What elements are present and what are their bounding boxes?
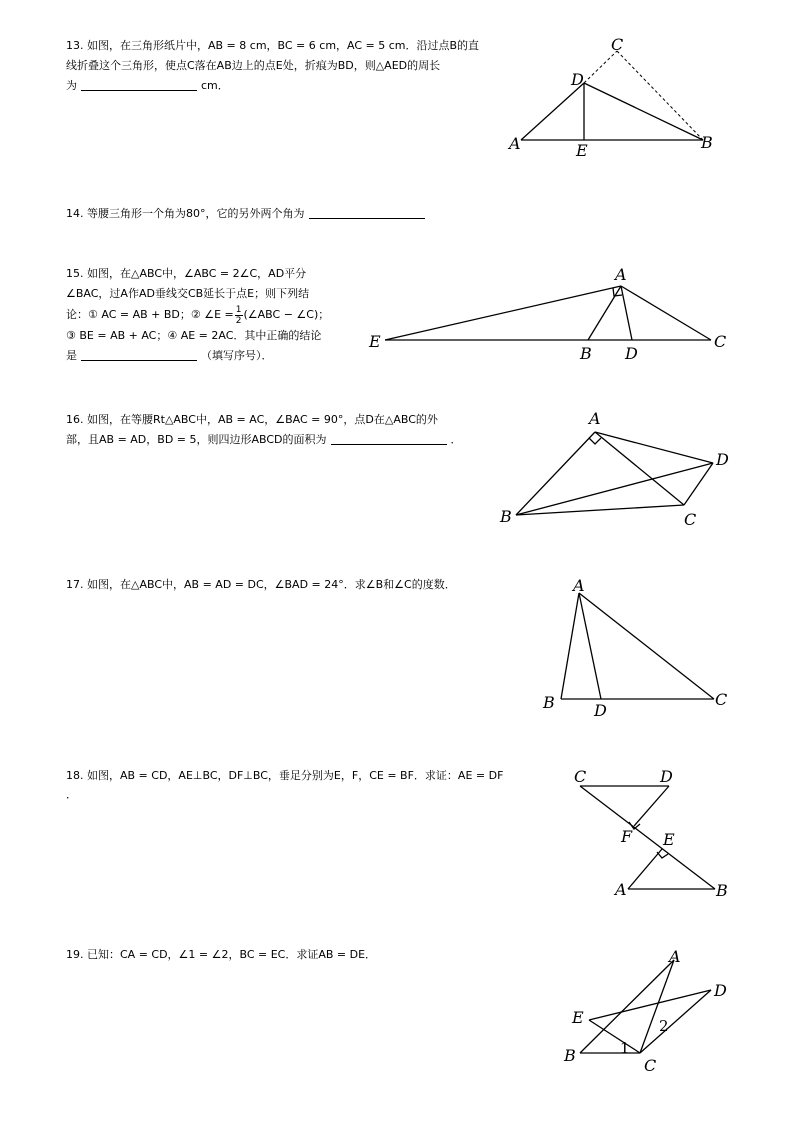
segment-AD xyxy=(621,286,632,340)
question-17-line-1: 17. 如图，在△ABC中，AB = AD = DC，∠BAD = 24°．求∠B和∠C的度数． xyxy=(66,578,456,591)
figure-16 xyxy=(495,405,735,530)
question-15-line-2: ∠BAC，过A作AD垂线交CB延长于点E；则下列结 xyxy=(66,287,310,300)
label-B: B xyxy=(716,881,728,900)
label-D: D xyxy=(716,450,729,469)
right-angle-mark xyxy=(589,438,601,444)
figure-19 xyxy=(560,945,740,1080)
figure-17 xyxy=(540,575,740,725)
question-18-line-1: 18. 如图，AB = CD，AE⊥BC，DF⊥BC，垂足分别为E，F，CE = BF．求证：AE = DF xyxy=(66,769,504,782)
segment-AD xyxy=(521,83,584,140)
question-15-line-5: 是 （填写序号）． xyxy=(66,349,273,362)
label-B: B xyxy=(500,507,512,526)
label-C: C xyxy=(715,690,728,709)
angle-label-1: 1 xyxy=(620,1039,630,1057)
label-D: D xyxy=(714,981,727,1000)
label-A: A xyxy=(589,409,601,428)
segment-AC xyxy=(621,286,711,340)
figure-13 xyxy=(500,35,730,160)
segment-ED xyxy=(589,990,711,1020)
label-C: C xyxy=(684,510,697,529)
segment-CB xyxy=(580,786,715,889)
label-B: B xyxy=(543,693,555,712)
label-E: E xyxy=(576,141,588,160)
question-19 xyxy=(66,945,376,965)
label-C: C xyxy=(714,332,727,351)
answer-blank-14[interactable] xyxy=(309,206,425,219)
segment-CB-dashed xyxy=(617,51,703,140)
segment-DC-dashed xyxy=(584,51,617,83)
segment-CD xyxy=(640,990,711,1053)
question-16-line-2: 部，且AB = AD，BD = 5，则四边形ABCD的面积为 ． xyxy=(66,433,462,446)
segment-AD xyxy=(579,593,601,699)
label-A: A xyxy=(615,265,627,284)
answer-blank-13[interactable] xyxy=(81,78,197,91)
question-15-line-3: 论：① AC = AB + BD；② ∠E = $\frac{1}{2}$ (∠ABC − ∠C)； xyxy=(66,304,330,326)
question-16-line-1: 16. 如图，在等腰Rt△ABC中，AB = AC，∠BAC = 90°，点D在△ABC的外 xyxy=(66,413,438,426)
segment-AB xyxy=(516,432,595,515)
question-17 xyxy=(66,575,456,595)
fraction-one-half: $\frac{1}{2}$ xyxy=(235,304,242,326)
label-D: D xyxy=(625,344,638,363)
question-15 xyxy=(66,264,329,366)
segment-BC xyxy=(516,505,684,515)
segment-AC xyxy=(595,432,684,505)
label-D: D xyxy=(571,70,584,89)
segment-AB xyxy=(561,593,579,699)
label-A: A xyxy=(509,134,521,153)
label-C: C xyxy=(574,767,587,786)
question-18 xyxy=(66,766,503,804)
label-B: B xyxy=(564,1046,576,1065)
question-18-line-2: ． xyxy=(66,788,77,801)
label-F: F xyxy=(621,827,633,846)
question-13-line-1: 13. 如图，在三角形纸片中，AB = 8 cm，BC = 6 cm，AC = 5 cm．沿过点B的直 xyxy=(66,39,480,52)
label-E: E xyxy=(663,830,675,849)
label-E: E xyxy=(572,1008,584,1027)
answer-blank-15[interactable] xyxy=(81,348,197,361)
figure-15 xyxy=(365,262,745,362)
segment-AB xyxy=(588,286,621,340)
segment-DF xyxy=(634,786,669,826)
label-B: B xyxy=(701,133,713,152)
question-19-line-1: 19. 已知：CA = CD，∠1 = ∠2，BC = EC．求证AB = DE． xyxy=(66,948,377,961)
question-14 xyxy=(66,204,429,224)
segment-AC xyxy=(579,593,714,699)
question-13-line-2: 线折叠这个三角形，使点C落在AB边上的点E处，折痕为BD，则△AED的周长 xyxy=(66,59,441,72)
segment-DB xyxy=(584,83,703,140)
label-C: C xyxy=(611,35,624,54)
segment-AE xyxy=(628,849,662,889)
segment-AD xyxy=(595,432,713,463)
question-14-line-1: 14. 等腰三角形一个角为80°，它的另外两个角为 xyxy=(66,204,429,224)
question-15-line-4: ③ BE = AB + AC；④ AE = 2AC．其中正确的结论 xyxy=(66,329,322,342)
question-13-line-3: 为 cm． xyxy=(66,79,229,92)
label-A: A xyxy=(573,576,585,595)
label-A: A xyxy=(669,947,681,966)
segment-BD xyxy=(516,463,713,515)
question-15-line-1: 15. 如图，在△ABC中，∠ABC = 2∠C，AD平分 xyxy=(66,267,307,280)
label-A: A xyxy=(615,880,627,899)
question-13 xyxy=(66,36,479,96)
answer-blank-16[interactable] xyxy=(331,432,447,445)
label-E: E xyxy=(369,332,381,351)
label-D: D xyxy=(594,701,607,720)
label-C: C xyxy=(644,1056,657,1075)
figure-18 xyxy=(560,765,740,905)
label-D: D xyxy=(660,767,673,786)
angle-label-2: 2 xyxy=(659,1017,669,1035)
label-B: B xyxy=(580,344,592,363)
segment-EA xyxy=(385,286,621,340)
question-16 xyxy=(66,410,462,450)
